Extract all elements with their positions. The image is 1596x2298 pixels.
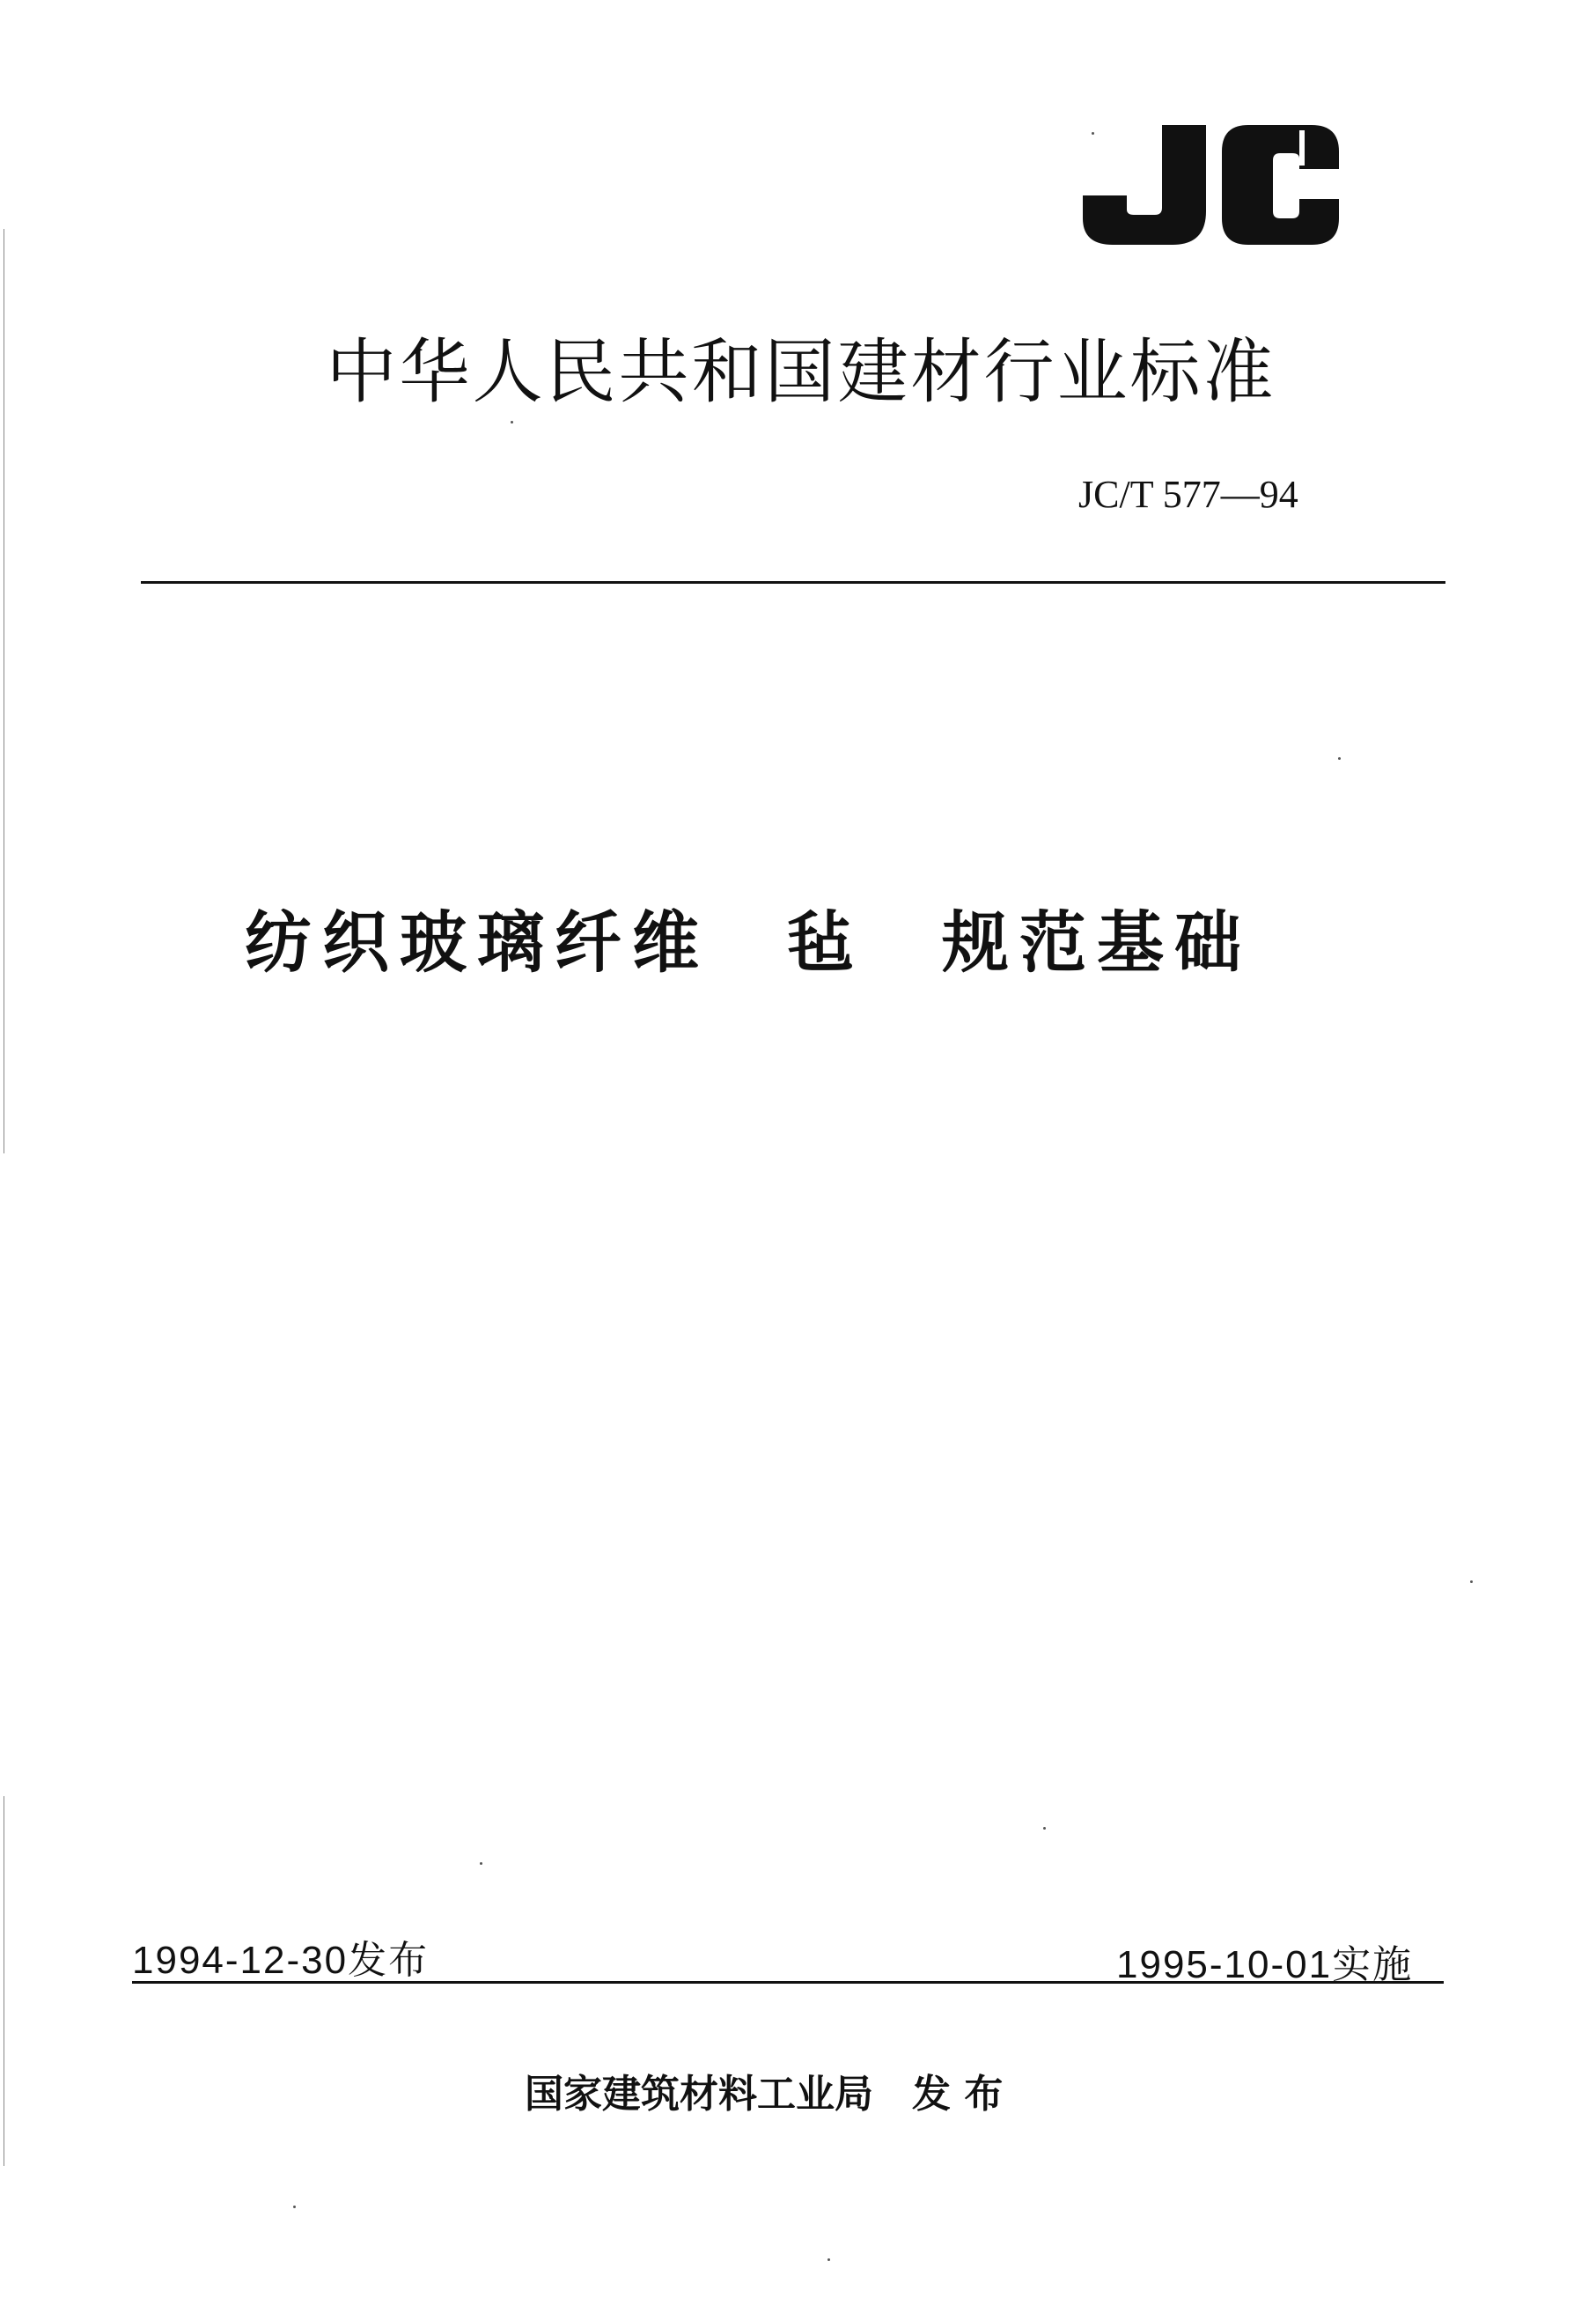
scan-speck <box>293 2206 296 2208</box>
scan-speck <box>480 1862 482 1865</box>
publisher: 国家建筑材料工业局 发 布 <box>525 2072 1004 2117</box>
scan-speck <box>827 2258 830 2261</box>
scan-speck <box>1043 1827 1046 1830</box>
implementation-date: 1995-10-01实施 <box>1116 1943 1414 1986</box>
scan-speck <box>1092 132 1094 135</box>
standard-title: 中华人民共和国建材行业标准 <box>326 331 1276 413</box>
jc-logo <box>1081 123 1341 247</box>
scan-speck <box>511 421 513 424</box>
scan-speck <box>1338 757 1341 760</box>
scan-speck <box>1470 1580 1473 1583</box>
standard-code: JC/T 577—94 <box>1078 473 1298 516</box>
footer-divider <box>132 1981 1444 1984</box>
issue-date: 1994-12-30发布 <box>132 1939 430 1982</box>
document-title: 纺织玻璃纤维 毡 规范基础 <box>245 903 1252 982</box>
header-divider <box>141 581 1445 584</box>
